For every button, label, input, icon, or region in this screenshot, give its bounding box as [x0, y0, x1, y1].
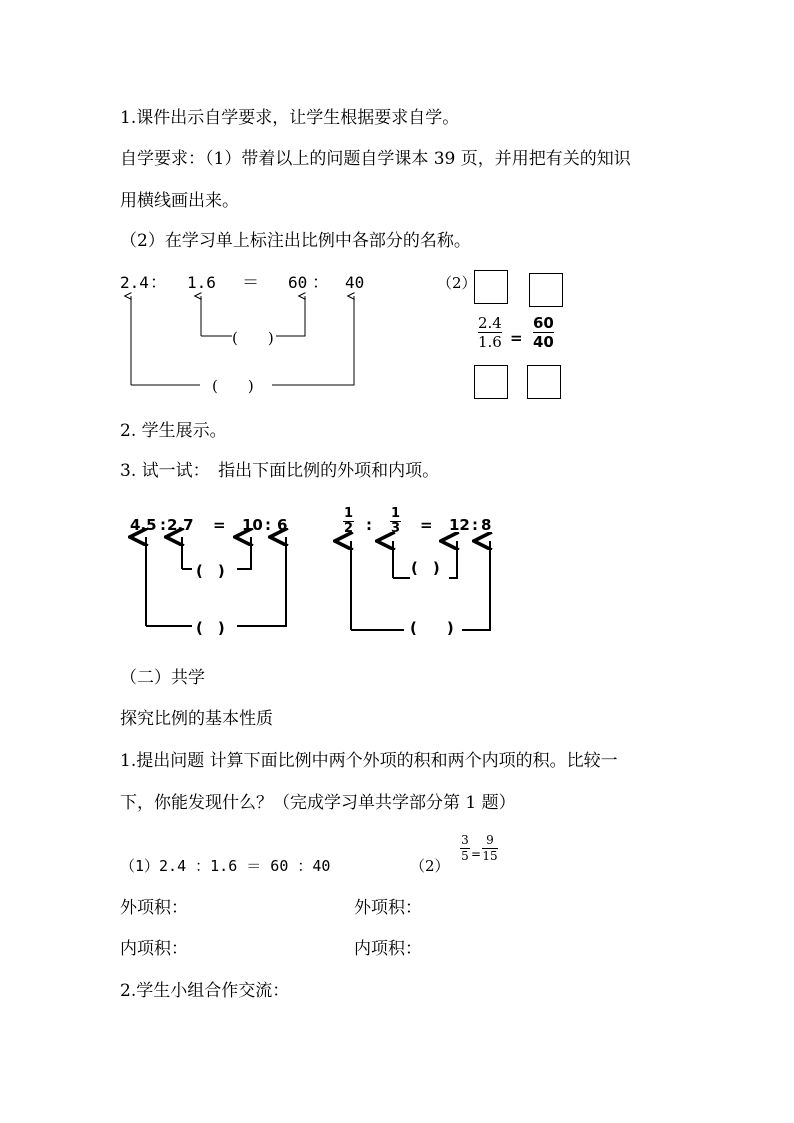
- inner-product-label-1: 内项积：: [120, 939, 188, 959]
- term-a: 2.4: [120, 273, 149, 292]
- term-c: 60: [288, 273, 308, 292]
- explore-frac1-den: 5: [461, 849, 469, 863]
- explore-item-2-label: （2）: [410, 857, 450, 875]
- equals-sign: ＝: [242, 273, 259, 293]
- fraction-right-num: 60: [533, 314, 554, 332]
- fraction-left-den: 1.6: [478, 333, 502, 351]
- colon-1: ：: [150, 273, 167, 293]
- try2-term-c: 12: [449, 516, 470, 534]
- diagram-2-label: （2）: [437, 274, 477, 292]
- step-1-text: 1.课件出示自学要求，让学生根据要求自学。: [120, 108, 460, 128]
- step-2-group-text: 2.学生小组合作交流：: [120, 981, 290, 1001]
- try2-term-d: 8: [481, 516, 492, 534]
- colon-2: ：: [312, 273, 329, 293]
- try2-frac1-num: 1: [343, 506, 354, 521]
- try1-inner-blank: ( ): [196, 562, 225, 580]
- term-d: 40: [345, 273, 365, 292]
- question-1-text: 1.提出问题 计算下面比例中两个外项的积和两个内项的积。比较一: [120, 751, 618, 771]
- inner-terms-blank: ( ): [232, 329, 274, 347]
- try1-term-c: 10: [242, 516, 263, 534]
- explore-heading: 探究比例的基本性质: [120, 709, 273, 729]
- inner-product-label-2: 内项积：: [354, 939, 422, 959]
- outer-terms-blank: ( ): [212, 377, 254, 395]
- self-study-requirement-cont: 用横线画出来。: [120, 191, 239, 211]
- fraction-equals: =: [510, 329, 523, 347]
- fraction-left-num: 2.4: [478, 314, 502, 332]
- try1-outer-blank: ( ): [196, 619, 225, 637]
- try1-colon-1: :: [160, 516, 166, 534]
- try2-frac1-den: 2: [343, 521, 354, 536]
- section-2-heading: （二）共学: [120, 668, 205, 688]
- explore-frac2-num: 9: [486, 833, 494, 847]
- outer-product-label-1: 外项积：: [120, 898, 188, 918]
- term-b: 1.6: [187, 273, 216, 292]
- step-3-text: 3. 试一试： 指出下面比例的外项和内项。: [120, 461, 440, 481]
- explore-frac2-den: 15: [482, 849, 498, 863]
- try1-inner-arrow-right: [237, 537, 251, 569]
- try1-equals: =: [213, 516, 226, 534]
- fraction-right-den: 40: [533, 333, 554, 351]
- try2-equals: =: [420, 516, 433, 534]
- explore-frac1-num: 3: [461, 833, 469, 847]
- try2-frac2-num: 1: [390, 506, 401, 521]
- step-2-text: 2. 学生展示。: [120, 421, 227, 441]
- try2-colon-1: :: [366, 516, 372, 534]
- outer-product-label-2: 外项积：: [354, 898, 422, 918]
- try1-brackets: [146, 537, 286, 626]
- try1-term-b: 2.7: [167, 516, 194, 534]
- explore-frac-equals: =: [471, 847, 482, 861]
- try2-inner-arrow-right: [449, 541, 457, 578]
- try2-frac2-den: 3: [390, 521, 401, 536]
- requirement-2-text: （2）在学习单上标注出比例中各部分的名称。: [120, 231, 471, 251]
- self-study-requirement-text: 自学要求：（1）带着以上的问题自学课本 39 页，并用把有关的知识: [120, 149, 631, 169]
- try2-outer-blank: ( ): [410, 619, 454, 637]
- try1-term-a: 4.5: [130, 516, 157, 534]
- diagram1-brackets: [131, 296, 354, 385]
- question-1-cont: 下，你能发现什么？（完成学习单共学部分第 1 题）: [120, 793, 516, 813]
- try2-colon-2: :: [472, 516, 478, 534]
- try1-outer-arrow-right: [237, 537, 286, 626]
- try2-outer-arrow-right: [462, 541, 490, 630]
- try1-term-d: 6: [277, 516, 288, 534]
- outer-arrow-right: [272, 296, 354, 385]
- try2-inner-blank: ( ): [411, 559, 440, 577]
- try1-colon-2: :: [265, 516, 271, 534]
- inner-arrow-right: [276, 296, 305, 336]
- try2-brackets: [351, 541, 490, 630]
- explore-item-1: （1）2.4 ：1.6 ＝ 60 ：40: [120, 857, 331, 875]
